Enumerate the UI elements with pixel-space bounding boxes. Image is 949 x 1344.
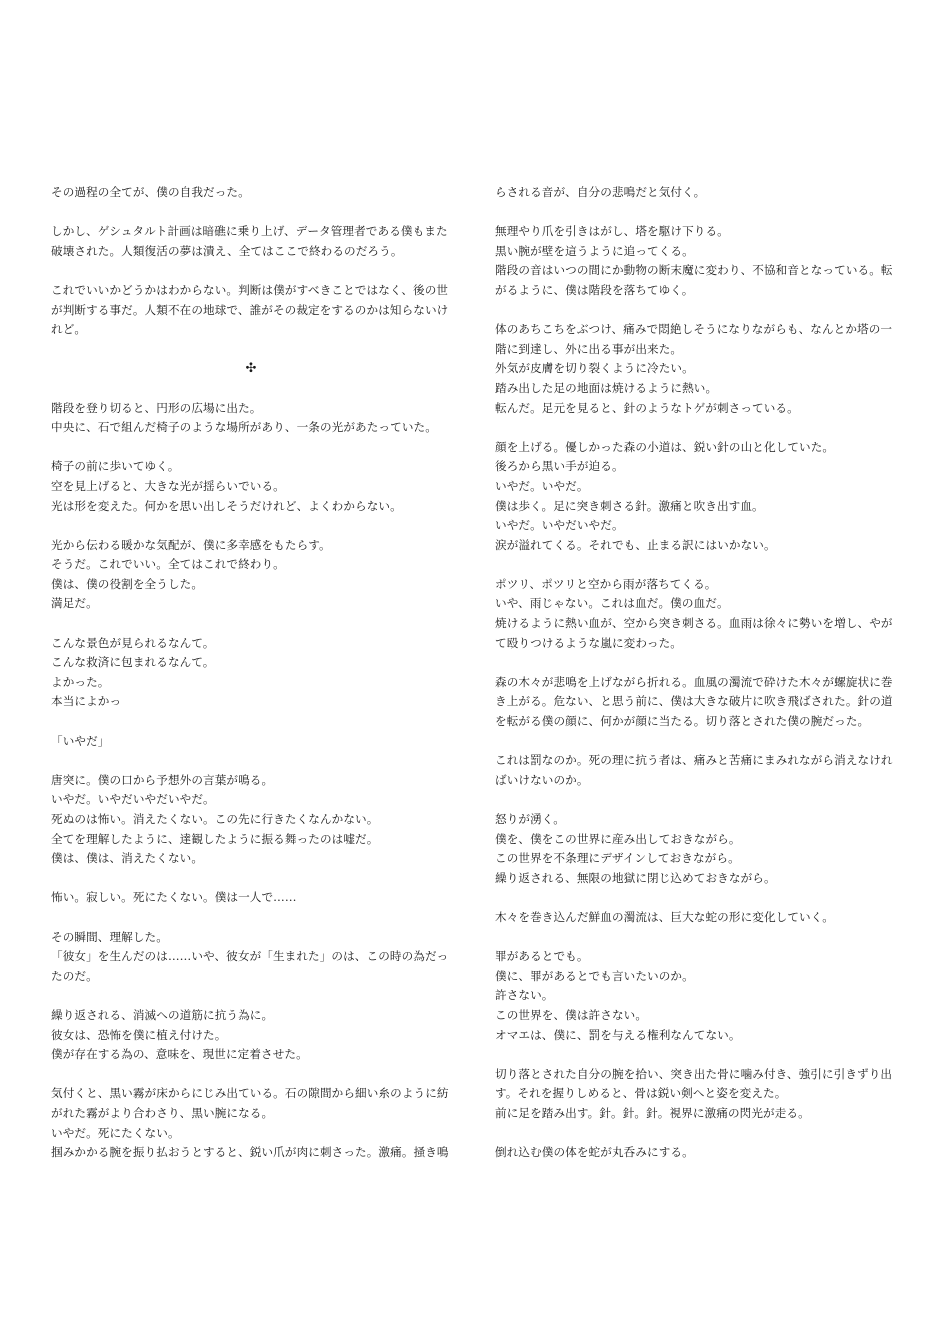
text-line: いやだ。死にたくない。 [51, 1125, 180, 1140]
text-line: 無理やり爪を引きはがし、塔を駆け下りる。 [495, 224, 729, 239]
text-line: 満足だ。 [51, 596, 98, 611]
paragraph [51, 457, 451, 516]
text-line: いや、雨じゃない。これは血だ。僕の血だ。 [495, 596, 729, 611]
text-line: 階に到達し、外に出る事が出来た。 [495, 341, 683, 356]
text-line: 罪があるとでも。 [495, 949, 589, 964]
paragraph [495, 810, 895, 888]
paragraph [495, 183, 895, 203]
text-line: 階段を登り切ると、円形の広場に出た。 [51, 400, 262, 415]
paragraph [51, 1006, 451, 1065]
text-line: こんな景色が見られるなんて。 [51, 635, 215, 650]
right-text-column [495, 183, 895, 1182]
paragraph [495, 751, 895, 790]
text-line: オマエは、僕に、罰を与える権利なんてない。 [495, 1027, 741, 1042]
text-line: 僕は、僕は、消えたくない。 [51, 851, 204, 866]
text-line: 踏み出した足の地面は焼けるように熱い。 [495, 380, 718, 395]
text-line: 僕に、罪があるとでも言いたいのか。 [495, 968, 694, 983]
text-line: ばいけないのか。 [495, 772, 589, 787]
paragraph [51, 928, 451, 987]
text-line: いやだ。いやだいやだいやだ。 [51, 792, 215, 807]
text-line: 掴みかかる腕を振り払おうとすると、鋭い爪が肉に刺さった。激痛。掻き鳴 [51, 1145, 449, 1160]
text-line: 「いやだ」 [51, 733, 110, 748]
text-line: 本当によかっ [51, 694, 122, 709]
text-line: よかった。 [51, 674, 110, 689]
text-line: 黒い腕が壁を這うように追ってくる。 [495, 243, 694, 258]
text-line: いやだ。いやだ。 [495, 478, 589, 493]
text-line: 転んだ。足元を見ると、針のようなトゲが刺さっている。 [495, 400, 799, 415]
text-line: 木々を巻き込んだ鮮血の濁流は、巨大な蛇の形に変化していく。 [495, 909, 834, 924]
text-line: 後ろから黒い手が迫る。 [495, 459, 624, 474]
text-line: 倒れ込む僕の体を蛇が丸呑みにする。 [495, 1145, 694, 1160]
text-line: 中央に、石で組んだ椅子のような場所があり、一条の光があたっていた。 [51, 420, 437, 435]
text-line: 破壊された。人類復活の夢は潰え、全てはここで終わるのだろう。 [51, 243, 403, 258]
text-line: 顔を上げる。優しかった森の小道は、鋭い針の山と化していた。 [495, 439, 835, 454]
text-line: き上がる。危ない、と思う前に、僕は大きな破片に吹き飛ばされた。針の道 [495, 694, 893, 709]
text-line: 許さない。 [495, 988, 554, 1003]
paragraph [495, 908, 895, 928]
text-line: 僕は、僕の役割を全うした。 [51, 576, 204, 591]
paragraph [495, 947, 895, 1045]
text-line: この世界を不条理にデザインしておきながら。 [495, 851, 740, 866]
text-line: その瞬間、理解した。 [51, 929, 168, 944]
paragraph [51, 888, 451, 908]
text-line: 怖い。寂しい。死にたくない。僕は一人で…… [51, 890, 297, 905]
text-line: 僕が存在する為の、意味を、現世に定着させた。 [51, 1047, 308, 1062]
text-line: 焼けるように熱い血が、空から突き刺さる。血雨は徐々に勢いを増し、やが [495, 616, 893, 631]
text-line: たのだ。 [51, 968, 98, 983]
section-break-ornament: ✣ [245, 361, 257, 377]
text-line: らされる音が、自分の悲鳴だと気付く。 [495, 185, 706, 199]
paragraph [51, 732, 451, 752]
text-line: これは罰なのか。死の理に抗う者は、痛みと苦痛にまみれながら消えなけれ [495, 753, 893, 768]
text-line: この世界を、僕は許さない。 [495, 1007, 648, 1022]
paragraph [51, 536, 451, 614]
text-line: 繰り返される、無限の地獄に閉じ込めておきながら。 [495, 870, 776, 885]
text-line: 体のあちこちをぶつけ、痛みで悶絶しそうになりながらも、なんとか塔の一 [495, 322, 893, 337]
paragraph [495, 575, 895, 653]
text-line: て殴りつけるような嵐に変わった。 [495, 635, 682, 650]
paragraph [51, 1084, 451, 1162]
paragraph [495, 438, 895, 556]
paragraph [495, 673, 895, 732]
text-line: 繰り返される、消滅への道筋に抗う為に。 [51, 1007, 274, 1022]
text-line: れど。 [51, 322, 87, 337]
text-line: いやだ。いやだいやだ。 [495, 518, 624, 533]
paragraph [51, 222, 451, 261]
text-line: これでいいかどうかはわからない。判断は僕がすべきことではなく、後の世 [51, 282, 449, 297]
paragraph [51, 634, 451, 712]
text-line: 切り落とされた自分の腕を拾い、突き出た骨に噛み付き、強引に引きずり出 [495, 1066, 893, 1081]
text-line: 僕を、僕をこの世界に産み出しておきながら。 [495, 831, 741, 846]
paragraph [51, 183, 451, 203]
left-text-column [51, 183, 451, 1182]
text-line: 唐突に。僕の口から予想外の言葉が鳴る。 [51, 772, 274, 787]
text-line: しかし、ゲシュタルト計画は暗礁に乗り上げ、データ管理者である僕もまた [51, 224, 448, 239]
text-line: その過程の全てが、僕の自我だった。 [51, 185, 250, 199]
text-line: 僕は歩く。足に突き刺さる針。激痛と吹き出す血。 [495, 498, 764, 513]
text-line: がるように、僕は階段を落ちてゆく。 [495, 282, 694, 297]
paragraph [495, 1143, 895, 1163]
text-line: を転がる僕の顔に、何かが顔に当たる。切り落とされた僕の腕だった。 [495, 714, 870, 729]
text-line: そうだ。これでいい。全てはこれで終わり。 [51, 557, 285, 572]
text-line: がれた霧がより合わさり、黒い腕になる。 [51, 1105, 274, 1120]
text-line: ポツリ、ポツリと空から雨が落ちてくる。 [495, 576, 717, 591]
text-line: 怒りが湧く。 [495, 812, 565, 826]
text-line: こんな救済に包まれるなんて。 [51, 655, 215, 670]
text-line: 涙が溢れてくる。それでも、止まる訳にはいかない。 [495, 537, 776, 552]
text-line: 全てを理解したように、達観したように振る舞ったのは嘘だ。 [51, 831, 379, 846]
text-line: 死ぬのは怖い。消えたくない。この先に行きたくなんかない。 [51, 812, 379, 826]
text-line: 空を見上げると、大きな光が揺らいでいる。 [51, 478, 285, 493]
text-line: 気付くと、黒い霧が床からにじみ出ている。石の隙間から細い糸のように紡 [51, 1086, 449, 1101]
text-line: 光から伝わる暖かな気配が、僕に多幸感をもたらす。 [51, 537, 331, 552]
paragraph [495, 222, 895, 300]
text-line: 階段の音はいつの間にか動物の断末魔に変わり、不協和音となっている。転 [495, 263, 893, 278]
text-line: 「彼女」を生んだのは……いや、彼女が「生まれた」のは、この時の為だっ [51, 949, 449, 964]
paragraph [495, 320, 895, 418]
text-line: 光は形を変えた。何かを思い出しそうだけれど、よくわからない。 [51, 498, 402, 513]
text-line: 前に足を踏み出す。針。針。針。視界に激痛の閃光が走る。 [495, 1105, 810, 1120]
text-line: 椅子の前に歩いてゆく。 [51, 459, 180, 474]
text-line: 外気が皮膚を切り裂くように冷たい。 [495, 361, 694, 376]
paragraph [51, 771, 451, 869]
text-line: が判断する事だ。人類不在の地球で、誰がその裁定をするのかは知らないけ [51, 302, 449, 317]
paragraph [495, 1065, 895, 1124]
text-line: 森の木々が悲鳴を上げながら折れる。血風の濁流で砕けた木々が螺旋状に巻 [495, 674, 893, 689]
text-line: す。それを握りしめると、骨は鋭い剣へと姿を変えた。 [495, 1086, 787, 1101]
paragraph [51, 399, 451, 438]
paragraph [51, 281, 451, 340]
text-line: 彼女は、恐怖を僕に植え付けた。 [51, 1027, 227, 1042]
